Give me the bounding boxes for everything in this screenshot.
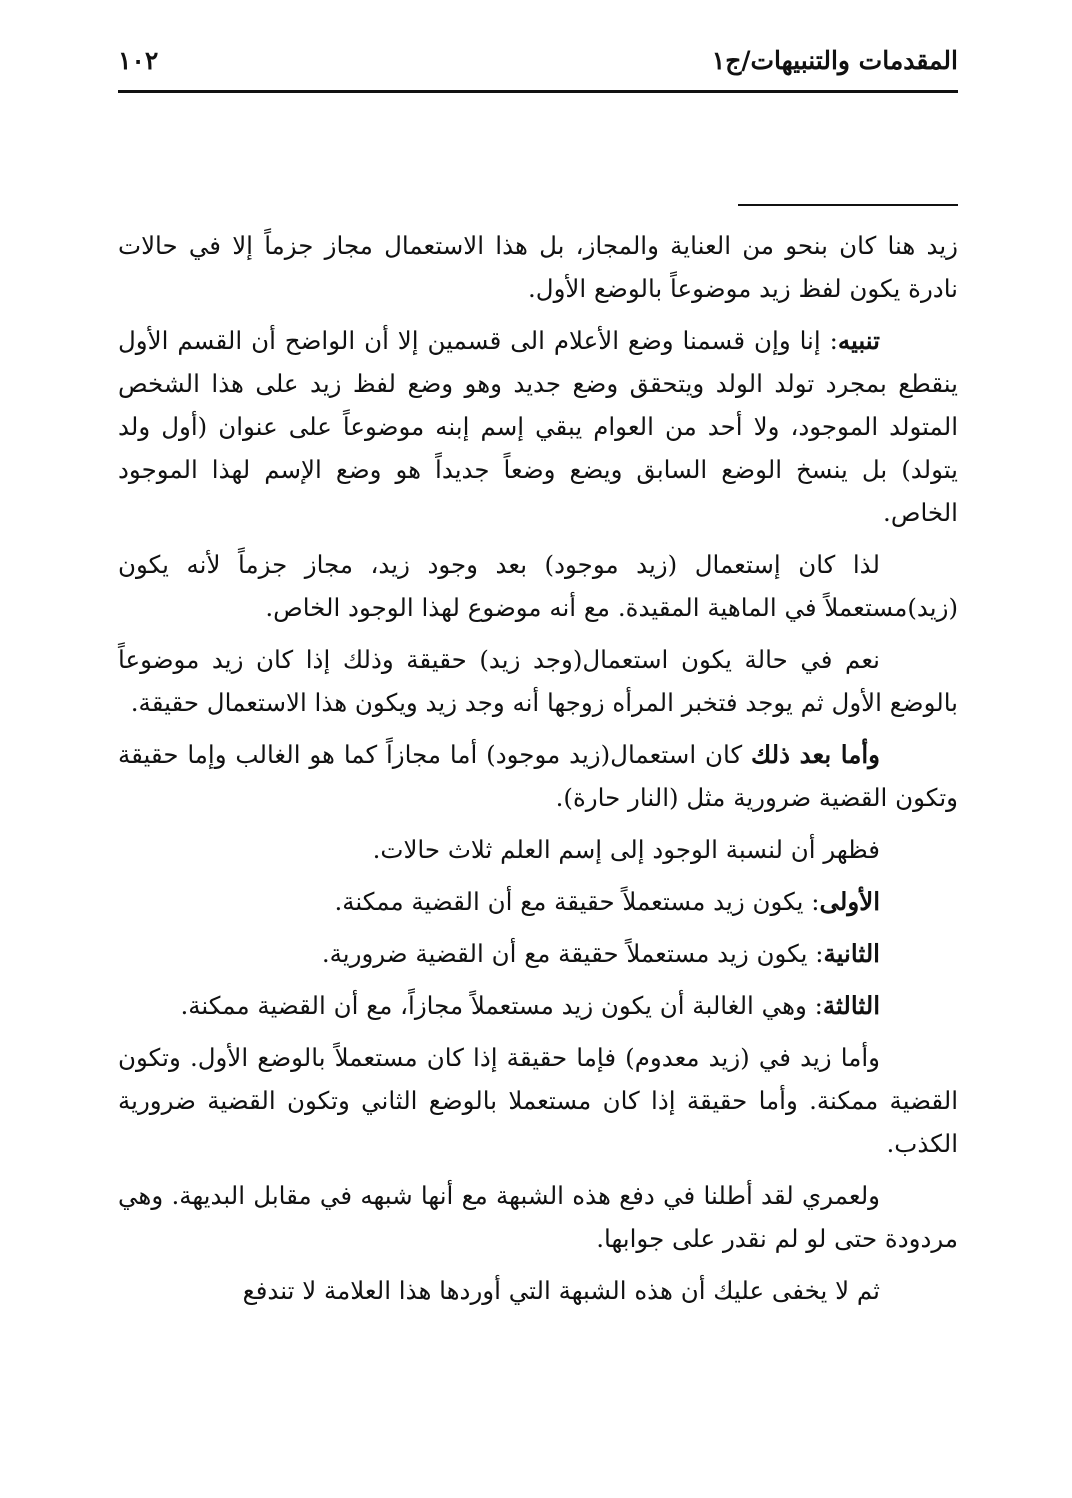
- paragraph-text: ولعمري لقد أطلنا في دفع هذه الشبهة مع أنها شبهه في مقابل البديهة. وهي مردودة حتى لو لم نقدر على جوابها.: [118, 1181, 958, 1253]
- list-item-first: [118, 880, 958, 923]
- main-text: [118, 224, 958, 1321]
- note-term: تنبيه: [837, 326, 880, 355]
- paragraph: [118, 1269, 958, 1312]
- paragraph-note: [118, 319, 958, 534]
- paragraph-text: وأما زيد في (زيد معدوم) فإما حقيقة إذا كان مستعملاً بالوضع الأول. وتكون القضية ممكنة. وأما حقيقة إذا كان مستعملا بالوضع الثاني وتكون القضية ضرورية الكذب.: [118, 1043, 958, 1158]
- list-term: الثانية: [823, 939, 880, 968]
- book-page: [118, 0, 958, 1498]
- paragraph-continuation: [118, 224, 958, 310]
- header-title: المقدمات والتنبيهات/ج١: [711, 46, 958, 75]
- page-number: ١٠٢: [118, 46, 159, 75]
- bold-phrase: وأما بعد ذلك: [751, 740, 880, 769]
- paragraph-text: لذا كان إستعمال (زيد موجود) بعد وجود زيد، مجاز جزماً لأنه يكون (زيد)مستعملاً في الماهية المقيدة. مع أنه موضوع لهذا الوجود الخاص.: [118, 550, 958, 622]
- list-text: : يكون زيد مستعملاً حقيقة مع أن القضية ضرورية.: [321, 939, 824, 968]
- running-header: [118, 38, 958, 88]
- paragraph-text: كان استعمال(زيد موجود) أما مجازاً كما هو الغالب وإما حقيقة وتكون القضية ضرورية مثل (النار حارة).: [118, 740, 958, 812]
- paragraph-text: : إنا وإن قسمنا وضع الأعلام الى قسمين إلا أن الواضح أن القسم الأول ينقطع بمجرد تولد الولد ويتحقق وضع جديد وهو وضع لفظ زيد على هذا الشخص المتولد الموجود، ولا أحد من العوام يبقي إسم إبنه موضوعاً على عنوان (أول ولد يتولد) بل ينسخ الوضع السابق ويضع وضعاً جديداً هو وضع الإسم لهذا الموجود الخاص.: [118, 326, 958, 527]
- list-term: الثالثة: [822, 991, 880, 1020]
- paragraph: [118, 1036, 958, 1165]
- list-item-second: [118, 932, 958, 975]
- paragraph-text: ثم لا يخفى عليك أن هذه الشبهة التي أوردها هذا العلامة لا تندفع: [242, 1276, 880, 1305]
- list-text: : يكون زيد مستعملاً حقيقة مع أن القضية ممكنة.: [334, 887, 820, 916]
- paragraph: [118, 828, 958, 871]
- list-term: الأولى: [819, 887, 880, 916]
- header-rule: [118, 90, 958, 93]
- paragraph: [118, 733, 958, 819]
- paragraph-text: فظهر أن لنسبة الوجود إلى إسم العلم ثلاث حالات.: [372, 835, 880, 864]
- paragraph: [118, 638, 958, 724]
- separator-rule: [738, 204, 958, 206]
- paragraph: [118, 1174, 958, 1260]
- paragraph-text: نعم في حالة يكون استعمال(وجد زيد) حقيقة وذلك إذا كان زيد موضوعاً بالوضع الأول ثم يوجد فتخبر المرأه زوجها أنه وجد زيد ويكون هذا الاستعمال حقيقة.: [118, 645, 958, 717]
- list-item-third: [118, 984, 958, 1027]
- paragraph: [118, 543, 958, 629]
- paragraph-text: زيد هنا كان بنحو من العناية والمجاز، بل هذا الاستعمال مجاز جزماً إلا في حالات نادرة يكون لفظ زيد موضوعاً بالوضع الأول.: [118, 231, 958, 303]
- list-text: : وهي الغالبة أن يكون زيد مستعملاً مجازاً، مع أن القضية ممكنة.: [180, 991, 823, 1020]
